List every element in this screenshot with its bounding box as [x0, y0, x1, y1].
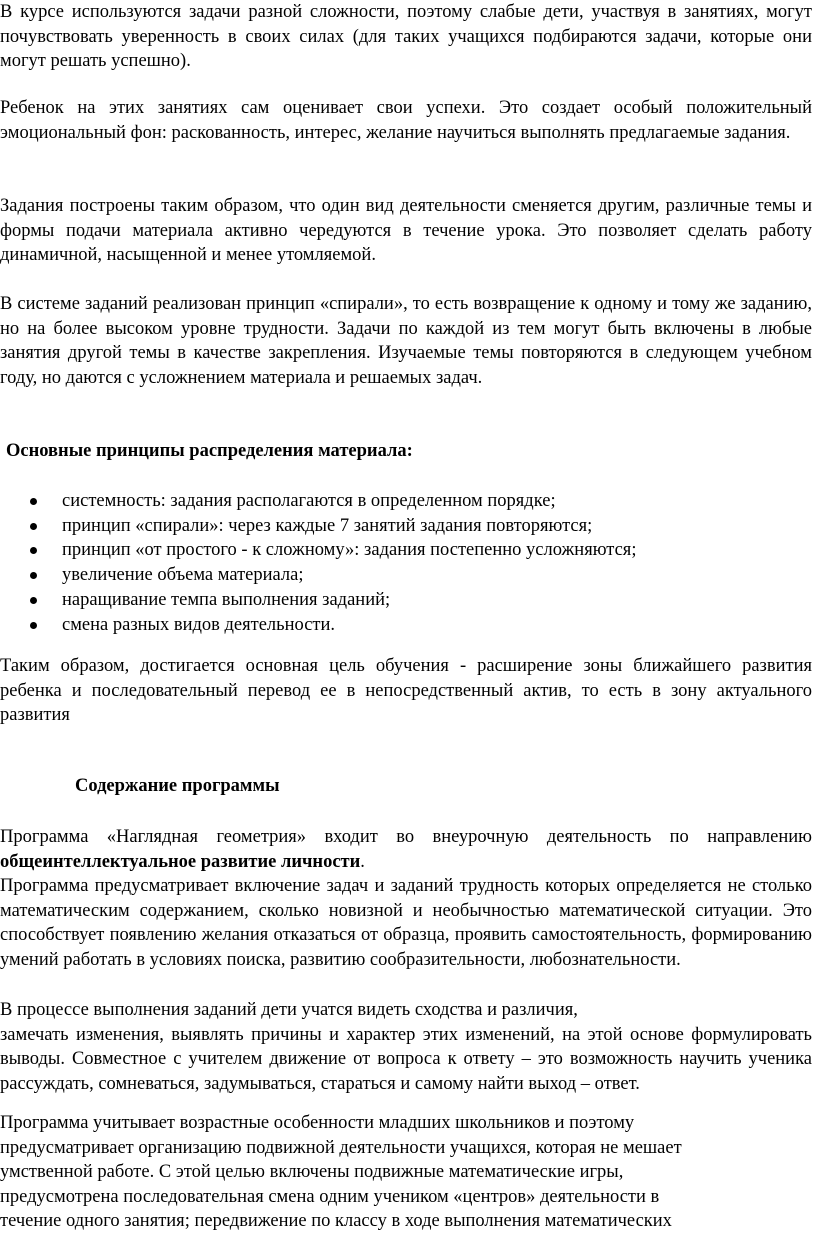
paragraph-spiral-principle: В системе заданий реализован принцип «спирали», то есть возвращение к одному и тому же заданию, но на более высоком уровне трудности. Задачи по каждой из тем могут быть включены в любые занятия другой темы в качестве закрепления. Изучаемые темы повторяются в следующем учебном году, но даются с усложнением материала и решаемых задач. [0, 294, 812, 389]
list-item: увеличение объема материала; [0, 563, 812, 588]
paragraph-program-intro: Программа «Наглядная геометрия» входит во внеурочную деятельность по направлению общеинтеллектуальное развитие личности. [0, 827, 812, 872]
direction-name: общеинтеллектуальное развитие личности [0, 851, 361, 872]
bullet-icon [30, 547, 37, 554]
paragraph-process: В процессе выполнения заданий дети учатся видеть сходства и различия, замечать изменения, выявлять причины и характер этих изменений, на этой основе формулировать выводы. Совместное с учителем движение от вопроса к ответу – это возможность научить ученика рассуждать, сомневаться, задумываться, стараться и самому найти выход – ответ. [0, 1000, 812, 1095]
bullet-icon [30, 622, 37, 629]
principles-heading: Основные принципы распределения материала: [6, 441, 413, 461]
paragraph-goal: Таким образом, достигается основная цель обучения - расширение зоны ближайшего развития ребенка и последовательный перевод ее в непосредственный актив, то есть в зону актуального развития [0, 656, 812, 726]
list-item: принцип «спирали»: через каждые 7 занятий задания повторяются; [0, 514, 812, 539]
content-heading: Содержание программы [75, 776, 280, 796]
paragraph-difficulty: В курсе используются задачи разной сложности, поэтому слабые дети, участвуя в занятиях, могут почувствовать уверенность в своих силах (для таких учащихся подбираются задачи, которые они могут решать успешно). [0, 2, 812, 72]
paragraph-task-novelty: Программа предусматривает включение задач и заданий трудность которых определяется не столько математическим содержанием, сколько новизной и необычностью математической ситуации. Это способствует появлению желания отказаться от образца, проявить самостоятельность, формированию умений работать в условиях поиска, развитию сообразительности, любознательности. [0, 876, 812, 971]
paragraph-task-structure: Задания построены таким образом, что один вид деятельности сменяется другим, различные темы и формы подачи материала активно чередуются в течение урока. Это позволяет сделать работу динамичной, насыщенной и менее утомляемой. [0, 196, 812, 266]
list-item: смена разных видов деятельности. [0, 613, 812, 638]
bullet-icon [30, 498, 37, 505]
principles-list [0, 489, 812, 637]
paragraph-self-assessment: Ребенок на этих занятиях сам оценивает свои успехи. Это создает особый положительный эмоциональный фон: раскованность, интерес, желание научиться выполнять предлагаемые задания. [0, 98, 812, 143]
bullet-icon [30, 572, 37, 579]
list-item: принцип «от простого - к сложному»: задания постепенно усложняются; [0, 538, 812, 563]
list-item: наращивание темпа выполнения заданий; [0, 588, 812, 613]
paragraph-age-features: Программа учитывает возрастные особенности младших школьников и поэтому предусматривает организацию подвижной деятельности учащихся, которая не мешает умственной работе. С этой целью включены подвижные математические игры, предусмотрена последовательная смена одним учеником «центров» деятельности в течение одного занятия; передвижение по классу в ходе выполнения математических [0, 1113, 682, 1231]
bullet-icon [30, 523, 37, 530]
list-item: системность: задания располагаются в определенном порядке; [0, 489, 812, 514]
bullet-icon [30, 597, 37, 604]
